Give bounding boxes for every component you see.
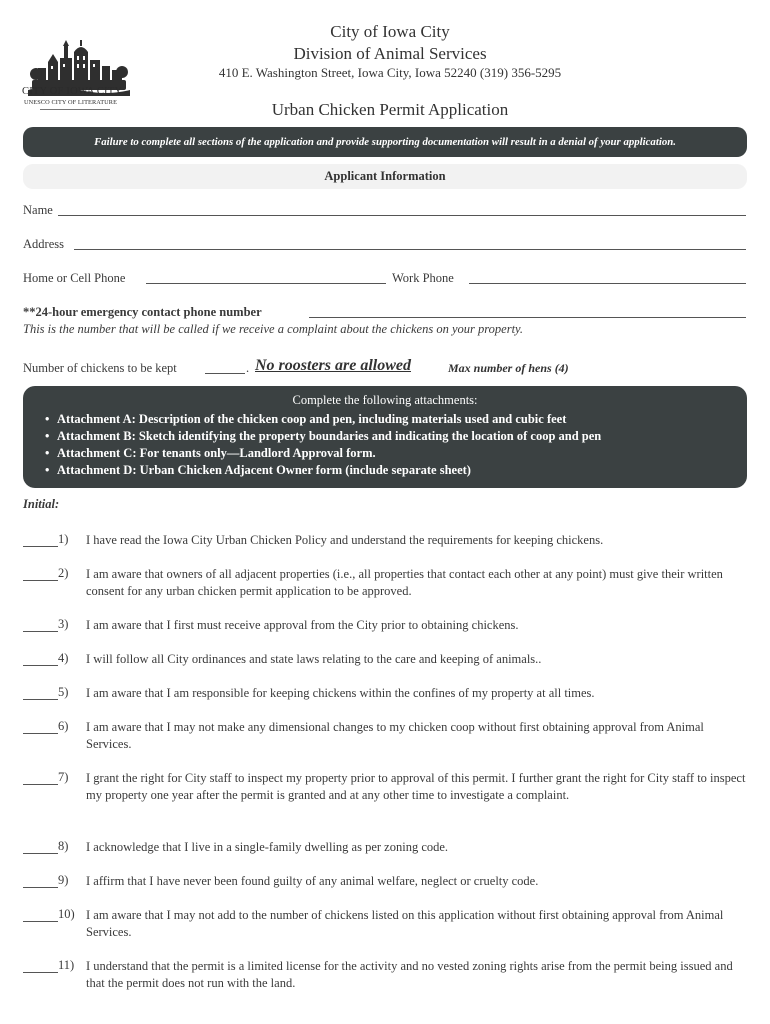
item-number: 11) — [58, 958, 75, 972]
item-number: 2) — [58, 566, 69, 580]
form-title: Urban Chicken Permit Application — [271, 100, 509, 119]
item-text: I understand that the permit is a limited license for the activity and no vested zoning rights arise from the permit being issued and that the permit does not run with the land. — [86, 959, 733, 990]
item-number: 9) — [58, 873, 69, 887]
home-phone-label: Home or Cell Phone — [23, 271, 126, 285]
initial-field[interactable] — [23, 972, 58, 973]
emergency-phone-field[interactable] — [309, 317, 746, 318]
no-roosters-notice: No roosters are allowed — [255, 357, 411, 374]
item-number: 3) — [58, 617, 69, 631]
bullet-icon: • — [45, 463, 50, 477]
item-text: I am aware that I may not add to the number of chickens listed on this application without first obtaining approval from Animal Services. — [86, 908, 724, 939]
attachment-a-text: Attachment A: Description of the chicken coop and pen, including materials used and cubic feet — [57, 412, 567, 426]
initial-field[interactable] — [23, 853, 58, 854]
header-city: City of Iowa City — [330, 22, 450, 41]
attachment-item — [45, 411, 601, 428]
attachment-item — [45, 428, 601, 445]
attachment-c-text: Attachment C: For tenants only—Landlord Approval form. — [57, 446, 376, 460]
bullet-icon: • — [45, 429, 50, 443]
item-text: I am aware that I first must receive approval from the City prior to obtaining chickens. — [86, 618, 519, 632]
initial-field[interactable] — [23, 699, 58, 700]
attachment-b-text: Attachment B: Sketch identifying the property boundaries and indicating the location of coop and pen — [57, 429, 602, 443]
initial-field[interactable] — [23, 580, 58, 581]
max-hens-notice: Max number of hens (4) — [448, 361, 569, 375]
logo-unesco-text: UNESCO CITY OF LITERATURE — [24, 99, 118, 106]
attachment-item — [45, 445, 601, 462]
work-phone-field[interactable] — [469, 283, 746, 284]
item-text: I affirm that I have never been found guilty of any animal welfare, neglect or cruelty code. — [86, 874, 539, 888]
initial-field[interactable] — [23, 784, 58, 785]
chickens-label: Number of chickens to be kept — [23, 361, 177, 375]
home-phone-field[interactable] — [146, 283, 386, 284]
item-number: 4) — [58, 651, 69, 665]
header-address: 410 E. Washington Street, Iowa City, Iowa 52240 (319) 356-5295 — [218, 65, 562, 80]
item-text: I am aware that I may not make any dimensional changes to my chicken coop without first obtaining approval from Animal Services. — [86, 720, 704, 751]
item-number: 10) — [58, 907, 75, 921]
section-applicant-information: Applicant Information — [23, 164, 747, 189]
emergency-phone-note: This is the number that will be called if we receive a complaint about the chickens on your property. — [23, 322, 524, 336]
item-text: I am aware that owners of all adjacent properties (i.e., all properties that contact each other at any point) must give their written consent for any urban chicken permit application to be approved. — [86, 567, 723, 598]
initial-field[interactable] — [23, 665, 58, 666]
name-label: Name — [23, 203, 53, 217]
name-field[interactable] — [58, 215, 746, 216]
bullet-icon: • — [45, 412, 50, 426]
item-text: I will follow all City ordinances and state laws relating to the care and keeping of animals.. — [86, 652, 542, 666]
chickens-period: . — [246, 361, 250, 375]
item-text: I have read the Iowa City Urban Chicken Policy and understand the requirements for keeping chickens. — [86, 533, 604, 547]
initial-heading: Initial: — [23, 497, 60, 511]
item-text: I grant the right for City staff to inspect my property prior to approval of this permit. I further grant the right for City staff to inspect my property one year after the permit is granted and at any other time to investigate a complaint. — [86, 771, 746, 802]
item-number: 5) — [58, 685, 69, 699]
item-number: 7) — [58, 770, 69, 784]
item-number: 6) — [58, 719, 69, 733]
header-division: Division of Animal Services — [293, 44, 487, 63]
emergency-phone-label: **24-hour emergency contact phone number — [23, 305, 262, 319]
attachment-item — [45, 462, 601, 479]
initial-field[interactable] — [23, 546, 58, 547]
attachments-list — [45, 411, 601, 479]
initial-field[interactable] — [23, 887, 58, 888]
attachment-d-text: Attachment D: Urban Chicken Adjacent Owner form (include separate sheet) — [57, 463, 471, 477]
initial-field[interactable] — [23, 921, 58, 922]
bullet-icon: • — [45, 446, 50, 460]
work-phone-label: Work Phone — [392, 271, 454, 285]
chickens-count-field[interactable] — [205, 373, 245, 374]
logo-divider — [40, 109, 110, 110]
warning-banner: Failure to complete all sections of the application and provide supporting documentation will result in a denial of your application. — [23, 127, 747, 157]
initial-field[interactable] — [23, 631, 58, 632]
attachments-box — [23, 386, 747, 488]
attachments-title: Complete the following attachments: — [292, 393, 478, 407]
address-field[interactable] — [74, 249, 746, 250]
logo-city-text: CITY OF IOWA CITY — [22, 86, 123, 97]
initial-field[interactable] — [23, 733, 58, 734]
item-number: 1) — [58, 532, 69, 546]
item-text: I acknowledge that I live in a single-family dwelling as per zoning code. — [86, 840, 449, 854]
item-text: I am aware that I am responsible for keeping chickens within the confines of my property at all times. — [86, 686, 595, 700]
address-label: Address — [23, 237, 64, 251]
item-number: 8) — [58, 839, 69, 853]
